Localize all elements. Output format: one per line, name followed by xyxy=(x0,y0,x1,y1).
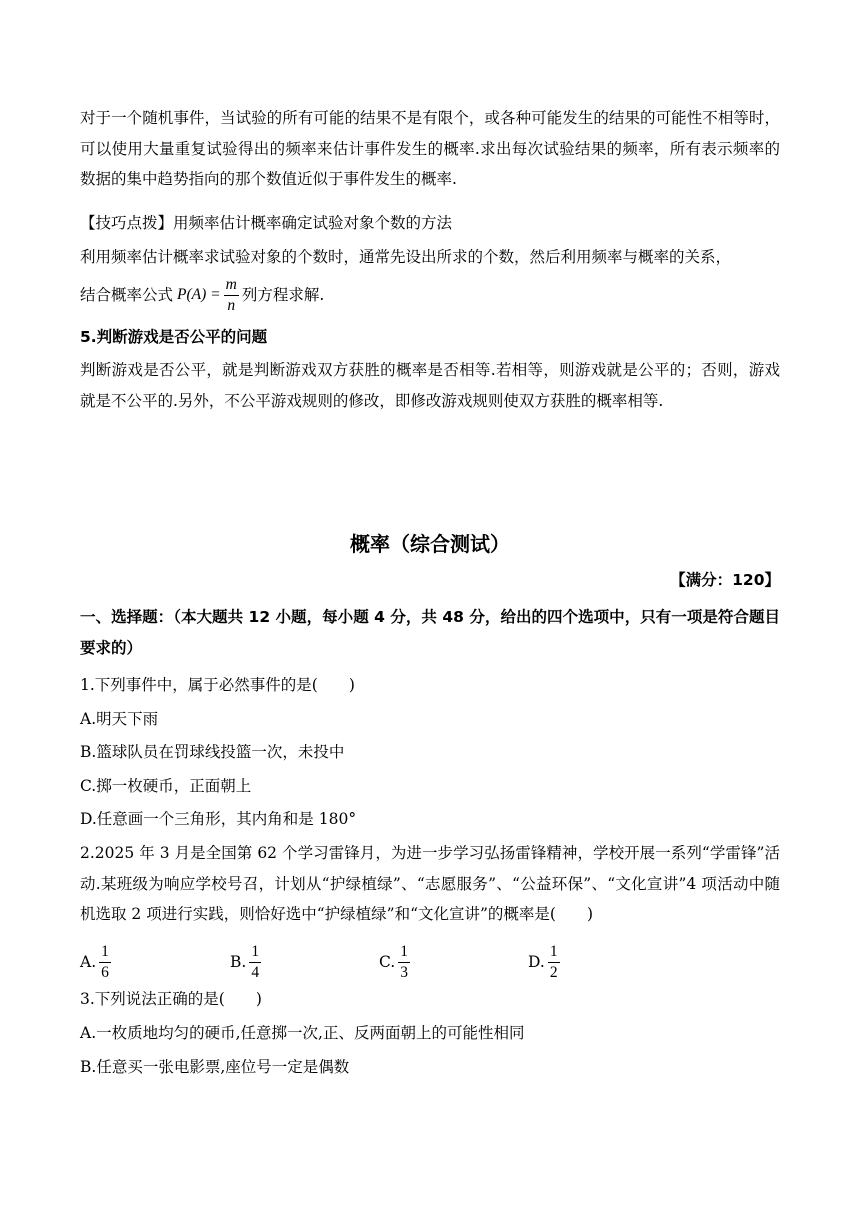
formula-line xyxy=(80,270,780,320)
question-2-option-d xyxy=(528,940,563,984)
formula-denominator: n xyxy=(227,296,236,314)
option-label: D. xyxy=(528,953,545,971)
fraction-numerator: 1 xyxy=(398,944,410,963)
fraction-denominator: 4 xyxy=(251,963,260,981)
formula-suffix: 列方程求解. xyxy=(241,285,325,304)
section-5-heading: 5.判断游戏是否公平的问题 xyxy=(80,328,268,346)
question-2-option-c xyxy=(379,940,413,984)
question-1-stem: 1.下列事件中，属于必然事件的是( ) xyxy=(80,676,355,694)
fraction-denominator: 6 xyxy=(101,963,109,981)
question-2-option-a xyxy=(80,940,114,984)
test-title: 概率（综合测试） xyxy=(350,532,510,556)
option-fraction xyxy=(249,944,261,980)
intro-paragraph-3: 判断游戏是否公平，就是判断游戏双方获胜的概率是否相等.若相等，则游戏就是公平的；否则，游戏就是不公平的.另外，不公平游戏规则的修改，即修改游戏规则使双方获胜的概率相等. xyxy=(80,361,780,410)
formula-numerator: m xyxy=(224,277,239,296)
question-3-stem: 3.下列说法正确的是( ) xyxy=(80,990,262,1008)
question-3-option-b: B.任意买一张电影票,座位号一定是偶数 xyxy=(80,1058,350,1076)
question-1-option-c: C.掷一枚硬币，正面朝上 xyxy=(80,777,252,795)
intro-paragraph-2: 利用频率估计概率求试验对象的个数时，通常先设出所求的个数，然后利用频率与概率的关系， xyxy=(80,248,732,266)
question-1-option-d: D.任意画一个三角形，其内角和是 180° xyxy=(80,810,357,828)
question-2-options xyxy=(80,940,780,984)
question-2-option-b xyxy=(230,940,264,984)
option-label: B. xyxy=(230,953,247,971)
option-label: C. xyxy=(379,953,396,971)
question-3-option-a: A.一枚质地均匀的硬币,任意掷一次,正、反两面朝上的可能性相同 xyxy=(80,1024,525,1042)
tip-heading: 【技巧点拨】用频率估计概率确定试验对象个数的方法 xyxy=(80,214,453,232)
intro-paragraph-1: 对于一个随机事件，当试验的所有可能的结果不是有限个，或各种可能发生的结果的可能性不相等时，可以使用大量重复试验得出的频率来估计事件发生的概率.求出每次试验结果的频率，所有表示频率的数据的集中趋势指向的那个数值近似于事件发生的概率. xyxy=(80,109,780,188)
formula-lhs: P(A) = xyxy=(177,285,221,303)
full-score-label: 【满分：120】 xyxy=(670,571,780,589)
fraction-numerator: 1 xyxy=(99,944,111,963)
formula-fraction xyxy=(224,277,239,313)
option-fraction xyxy=(548,944,560,980)
fraction-numerator: 1 xyxy=(548,944,560,963)
option-label: A. xyxy=(80,953,97,971)
fraction-numerator: 1 xyxy=(249,944,261,963)
option-fraction xyxy=(398,944,410,980)
fraction-denominator: 3 xyxy=(400,963,408,981)
fraction-denominator: 2 xyxy=(549,963,558,981)
option-fraction xyxy=(99,944,111,980)
section-1-heading: 一、选择题：（本大题共 12 小题，每小题 4 分，共 48 分，给出的四个选项中，只有一项是符合题目要求的） xyxy=(80,608,780,657)
formula-prefix: 结合概率公式 xyxy=(80,285,174,304)
question-1-option-a: A.明天下雨 xyxy=(80,710,159,728)
question-1-option-b: B.篮球队员在罚球线投篮一次，未投中 xyxy=(80,743,345,761)
question-2-stem: 2.2025 年 3 月是全国第 62 个学习雷锋月，为进一步学习弘扬雷锋精神，学校开展一系列“学雷锋”活动.某班级为响应学校号召，计划从“护绿植绿”、“志愿服务”、“公益环保”、“文化宣讲”4 项活动中随机选取 2 项进行实践，则恰好选中“护绿植绿”和“文化宣讲”的概率是( ) xyxy=(80,844,780,923)
